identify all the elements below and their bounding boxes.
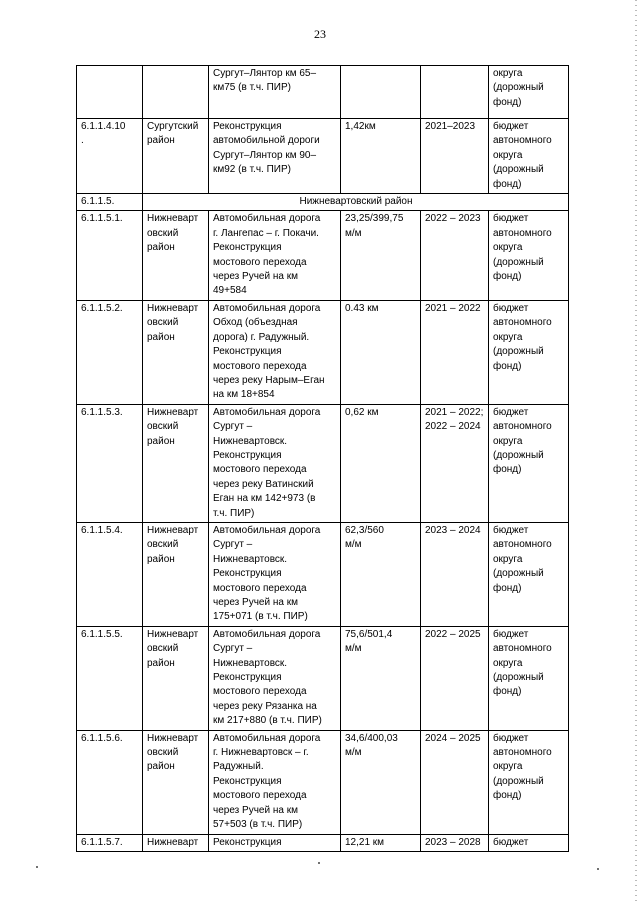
cell-object: Автомобильная дорога Сургут – Нижневартовск. Реконструкция мостового перехода через Ручей на км 175+071 (в т.ч. ПИР) — [209, 522, 341, 626]
table-row — [77, 211, 569, 300]
table-row — [77, 626, 569, 730]
cell-capacity: 34,6/400,03 м/м — [341, 730, 421, 834]
cell-period: 2021 – 2022 — [421, 300, 489, 404]
cell-object: Сургут–Лянтор км 65– км75 (в т.ч. ПИР) — [209, 66, 341, 119]
cell-district: Нижневарт овский район — [143, 730, 209, 834]
section-number: 6.1.1.5. — [77, 194, 143, 211]
cell-capacity: 1,42км — [341, 119, 421, 194]
cell-source: бюджет автономного округа (дорожный фонд) — [489, 300, 569, 404]
cell-district: Нижневарт овский район — [143, 300, 209, 404]
table-row — [77, 522, 569, 626]
cell-capacity: 75,6/501,4 м/м — [341, 626, 421, 730]
table-row — [77, 730, 569, 834]
scan-speck — [318, 862, 320, 864]
cell-object: Автомобильная дорога г. Лангепас – г. Покачи. Реконструкция мостового перехода через Ручей на км 49+584 — [209, 211, 341, 300]
cell-object: Автомобильная дорога Обход (объездная дорога) г. Радужный. Реконструкция мостового перехода через реку Нарым–Еган на км 18+854 — [209, 300, 341, 404]
cell-source: бюджет автономного округа (дорожный фонд) — [489, 730, 569, 834]
cell-capacity: 12,21 км — [341, 834, 421, 851]
cell-district: Сургутский район — [143, 119, 209, 194]
page-number: 23 — [314, 27, 326, 41]
cell-district — [143, 66, 209, 119]
cell-num: 6.1.1.5.7. — [77, 834, 143, 851]
cell-source: бюджет автономного округа (дорожный фонд) — [489, 119, 569, 194]
cell-num: 6.1.1.5.5. — [77, 626, 143, 730]
section-title: Нижневартовский район — [143, 194, 569, 211]
cell-period: 2023 – 2024 — [421, 522, 489, 626]
cell-num: 6.1.1.5.6. — [77, 730, 143, 834]
section-row — [77, 194, 569, 211]
cell-capacity: 0,62 км — [341, 404, 421, 522]
cell-district: Нижневарт овский район — [143, 404, 209, 522]
cell-district: Нижневарт — [143, 834, 209, 851]
cell-capacity — [341, 66, 421, 119]
cell-source: округа (дорожный фонд) — [489, 66, 569, 119]
cell-source: бюджет автономного округа (дорожный фонд) — [489, 211, 569, 300]
scan-edge-marks — [635, 0, 637, 905]
cell-object: Автомобильная дорога Сургут – Нижневартовск. Реконструкция мостового перехода через реку Ватинский Еган на км 142+973 (в т.ч. ПИР) — [209, 404, 341, 522]
scan-speck — [36, 866, 38, 868]
cell-object: Автомобильная дорога Сургут – Нижневартовск. Реконструкция мостового перехода через реку Рязанка на км 217+880 (в т.ч. ПИР) — [209, 626, 341, 730]
cell-period: 2024 – 2025 — [421, 730, 489, 834]
cell-capacity: 62,3/560 м/м — [341, 522, 421, 626]
program-table — [76, 65, 569, 852]
cell-source: бюджет автономного округа (дорожный фонд) — [489, 404, 569, 522]
cell-object: Реконструкция — [209, 834, 341, 851]
cell-district: Нижневарт овский район — [143, 522, 209, 626]
cell-num: 6.1.1.5.1. — [77, 211, 143, 300]
cell-num: 6.1.1.5.2. — [77, 300, 143, 404]
cell-num: 6.1.1.5.4. — [77, 522, 143, 626]
table-row — [77, 300, 569, 404]
cell-period: 2022 – 2025 — [421, 626, 489, 730]
table-row — [77, 119, 569, 194]
scan-speck — [597, 868, 599, 870]
cell-period: 2023 – 2028 — [421, 834, 489, 851]
cell-num: 6.1.1.5.3. — [77, 404, 143, 522]
cell-capacity: 23,25/399,75 м/м — [341, 211, 421, 300]
cell-object: Реконструкция автомобильной дороги Сургут–Лянтор км 90– км92 (в т.ч. ПИР) — [209, 119, 341, 194]
cell-period: 2021 – 2022; 2022 – 2024 — [421, 404, 489, 522]
cell-district: Нижневарт овский район — [143, 211, 209, 300]
cell-period: 2021–2023 — [421, 119, 489, 194]
cell-period: 2022 – 2023 — [421, 211, 489, 300]
cell-source: бюджет автономного округа (дорожный фонд) — [489, 522, 569, 626]
cell-object: Автомобильная дорога г. Нижневартовск – г. Радужный. Реконструкция мостового перехода через Ручей на км 57+503 (в т.ч. ПИР) — [209, 730, 341, 834]
cell-capacity: 0.43 км — [341, 300, 421, 404]
cell-source: бюджет — [489, 834, 569, 851]
cell-num: 6.1.1.4.10 . — [77, 119, 143, 194]
table-row-continuation — [77, 66, 569, 119]
table-row — [77, 834, 569, 851]
table-row — [77, 404, 569, 522]
program-table-body — [77, 66, 569, 852]
cell-district: Нижневарт овский район — [143, 626, 209, 730]
cell-period — [421, 66, 489, 119]
cell-source: бюджет автономного округа (дорожный фонд) — [489, 626, 569, 730]
cell-num — [77, 66, 143, 119]
